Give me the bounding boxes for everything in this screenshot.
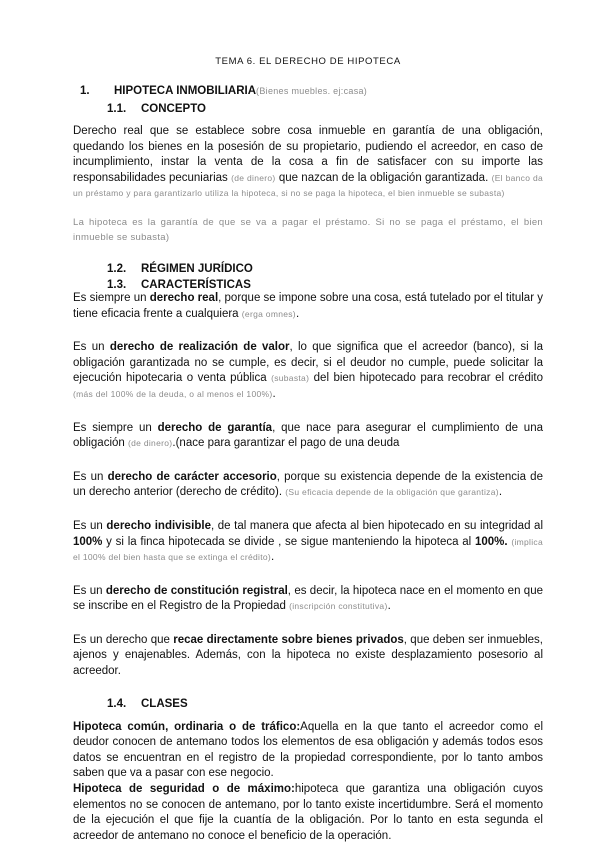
text: .(nace para garantizar el pago de una deuda [172,437,400,450]
text: Es siempre un [73,421,152,434]
text: . [272,387,276,400]
concepto-text: Derecho real que se establece sobre cosa inmueble en garantía de una obligación, quedando los bienes en la posesión de su propietario, pudiendo el acreedor, en caso de incumplimiento, instar la venta de la cosa a fin de satisfacer con su importe las responsabilidades pecuniarias [73,125,543,184]
bold-term: recae directamente sobre bienes privados [173,633,404,646]
text: , lo que significa que el acreedor (banco), si la obligación garantizada no se cumple, es decir, si el deudor no cumple, puede solicitar la ejecución hipotecaria o venta pública [73,341,543,385]
caracteristica-derecho-real [73,291,543,322]
text: , porque su existencia depende de la existencia de un derecho anterior (derecho de crédito). [73,470,543,499]
note: (Su eficacia depende de la obligación que garantiza) [285,487,499,498]
text: . [295,307,300,320]
bold-term: 100% [73,535,103,548]
text: . [271,551,275,564]
text: , de tal manera que afecta al bien hipotecado en su integridad al [210,519,543,532]
text: Aquella en la que tanto el acreedor como el deudor conocen de antemano todos los elementos de esa obligación y además todos esos datos se encuentran en el registro de la propiedad correspondiente, por lo tanto ambos saben que va a pasar con ese negocio. [73,720,543,780]
subsection-heading-caracteristicas [73,279,543,291]
concepto-note-paragraph: La hipoteca es la garantía de que se va a pagar el préstamo. Si no se paga el préstamo, el bien inmueble se subasta) [73,216,543,243]
text: hipoteca que garantiza una obligación cuyos elementos no se conocen de antemano, por lo tanto existe incertidumbre. Será el momento de la ejecución el que fije la cuantía de la obligación. Por lo tanto en esta segunda el acreedor de antemano no conoce el beneficio de la operación. [73,783,543,842]
text: , porque se impone sobre una cosa, está tutelado por el titular y tiene eficacia frente a cualquiera [73,291,543,320]
section-note: (Bienes muebles. ej:casa) [256,86,368,96]
bold-term: 100%. [474,535,508,548]
clase-hipoteca-comun [73,720,543,782]
bold-term: Hipoteca de seguridad o de máximo: [73,783,295,796]
note: (subasta) [271,373,310,384]
text: Es siempre un [73,291,147,304]
section-heading-1 [73,85,543,97]
text: . [387,600,391,613]
subsection-number: 1.4. [107,697,127,710]
subsection-heading-regimen [73,263,543,275]
subsection-heading-concepto [73,103,543,115]
bold-term: Hipoteca común, ordinaria o de tráfico: [73,720,301,733]
subsection-number: 1.2. [107,262,127,275]
text: Es un [73,584,103,597]
note: (implica el 100% del bien hasta que se extinga el crédito) [73,536,544,563]
text: . [498,486,503,499]
concepto-paragraph [73,124,543,202]
text: del bien hipotecado para recobrar el crédito [313,372,543,385]
text: Es un [73,519,103,532]
subsection-title: CLASES [141,697,188,710]
concepto-text-2: que nazcan de la obligación garantizada. [278,171,489,184]
text: , que nace para asegurar el cumplimiento de una obligación [73,421,543,450]
caracteristica-bienes-privados [73,633,543,680]
bold-term: derecho real [149,291,219,304]
subsection-title: CARACTERÍSTICAS [141,278,251,291]
section-title: HIPOTECA INMOBILIARIA [114,85,257,97]
text: Es un derecho que [73,633,170,646]
text: y si la finca hipotecada se divide , se sigue manteniendo la hipoteca al [106,535,472,548]
bold-term: derecho de garantía [157,421,273,434]
section-number: 1. [80,85,90,97]
concepto-note-dinero: (de dinero) [231,172,276,183]
caracteristica-constitucion-registral [73,584,543,615]
caracteristica-garantia [73,421,543,452]
caracteristica-accesorio [73,470,543,501]
bold-term: derecho de carácter accesorio [107,470,277,483]
subsection-number: 1.3. [107,278,127,291]
bold-term: derecho de constitución registral [105,584,288,597]
bold-term: derecho indivisible [106,519,211,532]
subsection-title: CONCEPTO [141,103,206,115]
document-title: TEMA 6. EL DERECHO DE HIPOTECA [215,56,401,67]
bold-term: derecho de realización de valor [109,341,290,354]
subsection-title: RÉGIMEN JURÍDICO [141,262,253,275]
caracteristica-indivisible [73,519,543,566]
caracteristica-realizacion-valor [73,340,543,402]
note: (inscripción constitutiva) [289,601,388,612]
text: Es un [73,470,104,483]
text: , que deben ser inmuebles, ajenos y enajenables. Además, con la hipoteca no existe desplazamiento posesorio al acreedor. [73,633,543,678]
subsection-number: 1.1. [107,103,127,115]
text: Es un [73,341,105,354]
note: (de dinero) [128,438,173,449]
note: (más del 100% de la deuda, o al menos el 100%) [73,388,273,399]
note: (erga omnes) [241,308,296,319]
subsection-heading-clases [73,698,543,710]
text: , es decir, la hipoteca nace en el momento en que se inscribe en el Registro de la Propiedad [73,584,543,613]
clase-hipoteca-seguridad [73,782,543,844]
concepto-note-banco: (El banco da un préstamo y para garantizarlo utiliza la hipoteca, si no se paga la hipoteca, el bien inmueble se subasta) [73,172,544,199]
